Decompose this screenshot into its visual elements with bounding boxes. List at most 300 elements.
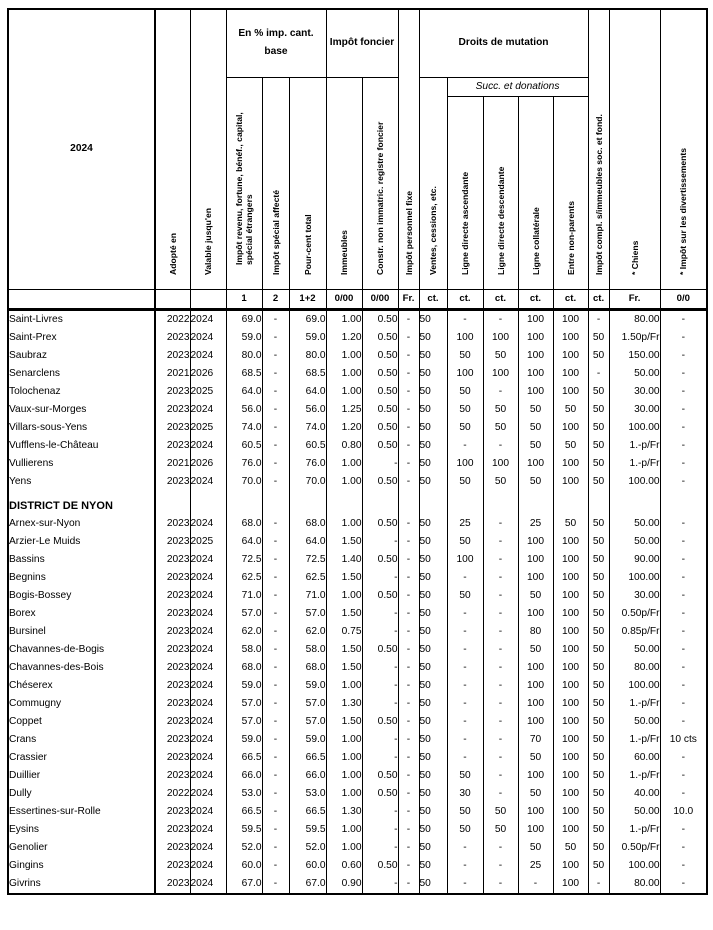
cell-value: -	[660, 623, 707, 641]
cell-value: 2024	[190, 329, 226, 347]
cell-value: 2024	[190, 641, 226, 659]
cell-value: 1.00	[326, 309, 362, 329]
cell-value: -	[447, 875, 483, 894]
cell-value: -	[262, 749, 289, 767]
cell-value: 59.0	[226, 329, 262, 347]
cell-value: -	[398, 365, 419, 383]
cell-value: 80.00	[609, 875, 660, 894]
cell-value: -	[398, 347, 419, 365]
cell-value: -	[483, 309, 518, 329]
cell-value: -	[398, 473, 419, 491]
cell-value: 25	[518, 515, 553, 533]
cell-value: -	[398, 419, 419, 437]
units-row: 1 2 1+2 0/00 0/00 Fr. ct. ct. ct. ct. ct. ct. Fr. 0/0	[8, 289, 707, 309]
cell-value: 1.-p/Fr	[609, 695, 660, 713]
cell-value: 2024	[190, 821, 226, 839]
col-header-constr: Constr. non immatric. registre foncier	[362, 77, 398, 289]
table-row	[8, 785, 707, 803]
cell-value: 2022	[155, 785, 190, 803]
cell-value: -	[660, 875, 707, 894]
cell-value: -	[262, 329, 289, 347]
cell-value: -	[262, 785, 289, 803]
cell-value: 100	[518, 383, 553, 401]
cell-value: 2024	[190, 713, 226, 731]
commune-name: Chéserex	[8, 677, 155, 695]
cell-value: 2024	[190, 767, 226, 785]
cell-value: 59.5	[289, 821, 326, 839]
cell-value: 100	[553, 695, 588, 713]
table-row	[8, 875, 707, 894]
cell-value: 50	[588, 605, 609, 623]
cell-value: 50	[447, 401, 483, 419]
cell-value: 67.0	[226, 875, 262, 894]
cell-value: 0.60	[326, 857, 362, 875]
cell-value: 100	[553, 329, 588, 347]
cell-value: 100.00	[609, 857, 660, 875]
cell-value: 50	[483, 401, 518, 419]
cell-value: 30.00	[609, 401, 660, 419]
col-header-ligne-coll: Ligne collatérale	[518, 96, 553, 289]
cell-value: -	[398, 875, 419, 894]
cell-value: 50	[483, 821, 518, 839]
cell-value: 1.-p/Fr	[609, 821, 660, 839]
cell-value: 90.00	[609, 551, 660, 569]
commune-name: Essertines-sur-Rolle	[8, 803, 155, 821]
cell-value: 72.5	[289, 551, 326, 569]
cell-value: 2023	[155, 731, 190, 749]
cell-value: -	[398, 749, 419, 767]
cell-value: 50.00	[609, 641, 660, 659]
cell-value: -	[362, 839, 398, 857]
cell-value: 66.0	[289, 767, 326, 785]
cell-value: 100	[518, 551, 553, 569]
cell-value: 50	[447, 473, 483, 491]
cell-value: 50	[419, 641, 447, 659]
cell-value: 67.0	[289, 875, 326, 894]
cell-value: 59.5	[226, 821, 262, 839]
cell-value: -	[398, 401, 419, 419]
cell-value: 62.5	[226, 569, 262, 587]
cell-value: -	[398, 455, 419, 473]
cell-value: 2024	[190, 803, 226, 821]
table-row	[8, 569, 707, 587]
cell-value: 50	[518, 785, 553, 803]
cell-value: 100	[483, 455, 518, 473]
table-row	[8, 365, 707, 383]
cell-value: -	[483, 605, 518, 623]
cell-value: 50	[419, 713, 447, 731]
cell-value: -	[483, 551, 518, 569]
cell-value: 50	[419, 659, 447, 677]
cell-value: -	[483, 383, 518, 401]
commune-name: Saint-Prex	[8, 329, 155, 347]
cell-value: 68.5	[226, 365, 262, 383]
commune-name: Arzier-Le Muids	[8, 533, 155, 551]
col-header-impot-personnel: Impôt personnel fixe	[398, 9, 419, 289]
col-header-impot-revenu: Impôt revenu, fortune, bénéf., capital, spécial étrangers	[226, 77, 262, 289]
cell-value: 58.0	[226, 641, 262, 659]
table-row	[8, 623, 707, 641]
cell-value: -	[262, 401, 289, 419]
cell-value: -	[660, 641, 707, 659]
cell-value: 2023	[155, 713, 190, 731]
cell-value: 1.20	[326, 419, 362, 437]
group-header-succ-donations: Succ. et donations	[447, 77, 588, 96]
cell-value: -	[398, 551, 419, 569]
cell-value: 70.0	[226, 473, 262, 491]
cell-value: 50.00	[609, 803, 660, 821]
cell-value: 100	[518, 767, 553, 785]
cell-value: 56.0	[289, 401, 326, 419]
cell-value: -	[660, 309, 707, 329]
cell-value: -	[483, 785, 518, 803]
table-row	[8, 587, 707, 605]
cell-value: 100	[553, 803, 588, 821]
table-row	[8, 821, 707, 839]
cell-value: 50	[419, 533, 447, 551]
cell-value: -	[262, 695, 289, 713]
commune-name: Givrins	[8, 875, 155, 894]
cell-value: -	[262, 347, 289, 365]
cell-value: 57.0	[226, 695, 262, 713]
cell-value: 2024	[190, 473, 226, 491]
cell-value: 30.00	[609, 587, 660, 605]
cell-value: 25	[518, 857, 553, 875]
table-row	[8, 401, 707, 419]
cell-value: -	[447, 749, 483, 767]
cell-value: 50	[588, 437, 609, 455]
cell-value: 56.0	[226, 401, 262, 419]
cell-value: 64.0	[226, 533, 262, 551]
cell-value: 2025	[190, 383, 226, 401]
cell-value: 50	[588, 839, 609, 857]
cell-value: 74.0	[289, 419, 326, 437]
cell-value: 2024	[190, 875, 226, 894]
cell-value: 50	[588, 767, 609, 785]
cell-value: 50	[588, 821, 609, 839]
cell-value: 2023	[155, 623, 190, 641]
cell-value: 2023	[155, 329, 190, 347]
table-row	[8, 329, 707, 347]
cell-value: 1.-p/Fr	[609, 437, 660, 455]
cell-value: -	[483, 731, 518, 749]
cell-value: 50	[553, 515, 588, 533]
cell-value: 2023	[155, 821, 190, 839]
cell-value: 0.50	[362, 551, 398, 569]
cell-value: -	[262, 713, 289, 731]
cell-value: 50	[447, 767, 483, 785]
col-header-immeubles: Immeubles	[326, 77, 362, 289]
cell-value: -	[362, 821, 398, 839]
cell-value: 50	[447, 383, 483, 401]
cell-value: 2024	[190, 347, 226, 365]
cell-value: 0.50	[362, 515, 398, 533]
cell-value: 57.0	[289, 713, 326, 731]
cell-value: -	[660, 569, 707, 587]
cell-value: 50	[419, 623, 447, 641]
cell-value: 100	[553, 749, 588, 767]
cell-value: 62.0	[289, 623, 326, 641]
cell-value: 52.0	[226, 839, 262, 857]
cell-value: 2024	[190, 749, 226, 767]
cell-value: 66.5	[289, 749, 326, 767]
cell-value: 0.50	[362, 437, 398, 455]
cell-value: -	[483, 623, 518, 641]
cell-value: -	[588, 309, 609, 329]
cell-value: 2023	[155, 551, 190, 569]
cell-value: -	[483, 587, 518, 605]
cell-value: 50	[588, 641, 609, 659]
cell-value: -	[398, 767, 419, 785]
cell-value: 71.0	[289, 587, 326, 605]
cell-value: 2023	[155, 437, 190, 455]
cell-value: 2024	[190, 839, 226, 857]
cell-value: -	[660, 677, 707, 695]
cell-value: -	[398, 857, 419, 875]
cell-value: 52.0	[289, 839, 326, 857]
cell-value: 60.5	[226, 437, 262, 455]
table-row	[8, 533, 707, 551]
cell-value: 0.85p/Fr	[609, 623, 660, 641]
cell-value: -	[362, 623, 398, 641]
cell-value: -	[483, 839, 518, 857]
cell-value: 0.50p/Fr	[609, 605, 660, 623]
cell-value: -	[398, 785, 419, 803]
cell-value: 76.0	[289, 455, 326, 473]
cell-value: 57.0	[226, 605, 262, 623]
cell-value: 50	[588, 551, 609, 569]
cell-value: 50.00	[609, 713, 660, 731]
cell-value: 50	[447, 821, 483, 839]
cell-value: 100	[553, 713, 588, 731]
cell-value: 10 cts	[660, 731, 707, 749]
cell-value: 100	[553, 347, 588, 365]
cell-value: 0.50	[362, 419, 398, 437]
cell-value: -	[362, 677, 398, 695]
commune-name: Saint-Livres	[8, 309, 155, 329]
cell-value: 50	[419, 605, 447, 623]
cell-value: 68.0	[226, 659, 262, 677]
cell-value: 53.0	[226, 785, 262, 803]
cell-value: -	[362, 875, 398, 894]
cell-value: 2023	[155, 677, 190, 695]
cell-value: -	[262, 857, 289, 875]
district-heading-row	[8, 491, 707, 515]
cell-value: 68.0	[289, 659, 326, 677]
cell-value: 1.00	[326, 473, 362, 491]
cell-value: 50	[419, 329, 447, 347]
commune-name: Chavannes-de-Bogis	[8, 641, 155, 659]
cell-value: -	[483, 857, 518, 875]
cell-value: 1.30	[326, 695, 362, 713]
cell-value: -	[447, 713, 483, 731]
cell-value: -	[262, 731, 289, 749]
cell-value: -	[660, 785, 707, 803]
cell-value: -	[483, 713, 518, 731]
cell-value: 100	[483, 365, 518, 383]
commune-name: Begnins	[8, 569, 155, 587]
cell-value: 2024	[190, 437, 226, 455]
cell-value: 50	[588, 623, 609, 641]
cell-value: 2023	[155, 695, 190, 713]
cell-value: 100	[553, 821, 588, 839]
group-header-impot-foncier: Impôt foncier	[326, 9, 398, 77]
table-row	[8, 419, 707, 437]
cell-value: 70	[518, 731, 553, 749]
cell-value: 1.40	[326, 551, 362, 569]
cell-value: -	[362, 605, 398, 623]
cell-value: 1.00	[326, 365, 362, 383]
cell-value: -	[398, 839, 419, 857]
cell-value: -	[262, 839, 289, 857]
cell-value: -	[447, 731, 483, 749]
cell-value: 1.-p/Fr	[609, 767, 660, 785]
cell-value: 2024	[190, 785, 226, 803]
cell-value: -	[262, 365, 289, 383]
cell-value: -	[262, 677, 289, 695]
cell-value: -	[398, 383, 419, 401]
cell-value: 2023	[155, 401, 190, 419]
cell-value: 50	[419, 803, 447, 821]
cell-value: 100	[553, 659, 588, 677]
commune-name: Eysins	[8, 821, 155, 839]
cell-value: 0.50	[362, 383, 398, 401]
cell-value: 1.00	[326, 383, 362, 401]
cell-value: 60.5	[289, 437, 326, 455]
cell-value: -	[660, 659, 707, 677]
cell-value: 2024	[190, 857, 226, 875]
cell-value: 0.80	[326, 437, 362, 455]
cell-value: 0.50	[362, 473, 398, 491]
commune-name: Bogis-Bossey	[8, 587, 155, 605]
cell-value: 100	[553, 419, 588, 437]
cell-value: 100	[483, 329, 518, 347]
cell-value: -	[262, 551, 289, 569]
cell-value: 100	[518, 605, 553, 623]
cell-value: 50	[483, 473, 518, 491]
commune-name: Crassier	[8, 749, 155, 767]
table-row	[8, 551, 707, 569]
cell-value: 50	[483, 419, 518, 437]
cell-value: 59.0	[289, 731, 326, 749]
cell-value: 50	[553, 437, 588, 455]
cell-value: 1.-p/Fr	[609, 455, 660, 473]
cell-value: -	[262, 515, 289, 533]
cell-value: 69.0	[226, 309, 262, 329]
cell-value: 100	[518, 329, 553, 347]
commune-name: Borex	[8, 605, 155, 623]
cell-value: -	[262, 641, 289, 659]
cell-value: -	[262, 383, 289, 401]
cell-value: 80	[518, 623, 553, 641]
cell-value: -	[660, 329, 707, 347]
cell-value: 1.00	[326, 515, 362, 533]
cell-value: -	[398, 659, 419, 677]
cell-value: 59.0	[226, 731, 262, 749]
cell-value: 100	[518, 455, 553, 473]
cell-value: 2023	[155, 473, 190, 491]
cell-value: -	[447, 641, 483, 659]
cell-value: -	[660, 347, 707, 365]
commune-name: Crans	[8, 731, 155, 749]
cell-value: 1.50	[326, 713, 362, 731]
cell-value: 50	[419, 875, 447, 894]
cell-value: 53.0	[289, 785, 326, 803]
table-row	[8, 803, 707, 821]
cell-value: -	[398, 437, 419, 455]
cell-value: 50	[419, 767, 447, 785]
cell-value: -	[447, 857, 483, 875]
cell-value: 64.0	[289, 533, 326, 551]
table-row	[8, 857, 707, 875]
cell-value: 100	[553, 569, 588, 587]
cell-value: -	[447, 309, 483, 329]
commune-name: Gingins	[8, 857, 155, 875]
cell-value: 50	[419, 857, 447, 875]
cell-value: 80.0	[226, 347, 262, 365]
group-header-droits-mutation: Droits de mutation	[419, 9, 588, 77]
cell-value: 100	[553, 785, 588, 803]
table-row	[8, 641, 707, 659]
table-row	[8, 309, 707, 329]
cell-value: 100	[518, 309, 553, 329]
cell-value: 50	[419, 821, 447, 839]
cell-value: 100	[447, 329, 483, 347]
cell-value: 66.5	[289, 803, 326, 821]
cell-value: 64.0	[289, 383, 326, 401]
commune-name: Coppet	[8, 713, 155, 731]
cell-value: 0.50	[362, 329, 398, 347]
cell-value: 100	[553, 551, 588, 569]
cell-value: 1.00	[326, 455, 362, 473]
commune-name: Saubraz	[8, 347, 155, 365]
cell-value: 1.30	[326, 803, 362, 821]
cell-value: 50	[419, 437, 447, 455]
cell-value: -	[588, 875, 609, 894]
cell-value: 1.50	[326, 605, 362, 623]
cell-value: 2024	[190, 309, 226, 329]
commune-name: Bassins	[8, 551, 155, 569]
cell-value: -	[483, 437, 518, 455]
cell-value: -	[262, 767, 289, 785]
cell-value: 68.0	[226, 515, 262, 533]
cell-value: 64.0	[226, 383, 262, 401]
cell-value: 50	[588, 515, 609, 533]
col-header-ventes: Ventes, cessions, etc.	[419, 77, 447, 289]
cell-value: 2024	[190, 515, 226, 533]
cell-value: 80.0	[289, 347, 326, 365]
cell-value: -	[398, 713, 419, 731]
cell-value: 50	[419, 383, 447, 401]
cell-value: 59.0	[226, 677, 262, 695]
cell-value: 1.50	[326, 569, 362, 587]
cell-value: 2023	[155, 803, 190, 821]
cell-value: 50	[447, 533, 483, 551]
cell-value: 71.0	[226, 587, 262, 605]
cell-value: 74.0	[226, 419, 262, 437]
cell-value: 2024	[190, 659, 226, 677]
cell-value: 1.50	[326, 533, 362, 551]
cell-value: -	[398, 569, 419, 587]
cell-value: 100	[553, 365, 588, 383]
cell-value: 50	[518, 401, 553, 419]
cell-value: 30.00	[609, 383, 660, 401]
cell-value: 1.50	[326, 641, 362, 659]
cell-value: -	[262, 473, 289, 491]
cell-value: 50	[588, 731, 609, 749]
cell-value: -	[447, 623, 483, 641]
cell-value: 2024	[190, 623, 226, 641]
